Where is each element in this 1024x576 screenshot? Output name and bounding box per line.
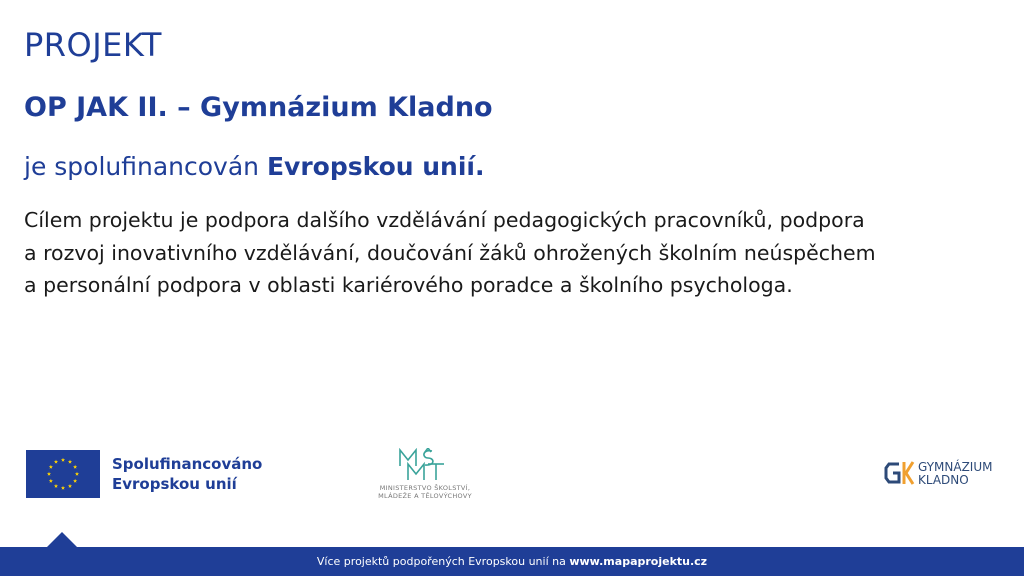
eu-star-icon xyxy=(75,472,79,476)
description-line: a rozvoj inovativního vzdělávání, doučování žáků ohrožených školním neúspěchem xyxy=(24,240,876,265)
msmt-logo xyxy=(370,448,480,506)
msmt-mark-icon xyxy=(398,448,452,482)
eu-star-icon xyxy=(68,484,72,488)
eu-star-icon xyxy=(61,458,65,462)
eu-logo-line: Evropskou unií xyxy=(112,475,237,493)
gymnazium-kladno-logo xyxy=(884,458,1004,490)
eu-star-icon xyxy=(61,486,65,490)
eu-logo-text xyxy=(112,454,262,494)
eu-star-icon xyxy=(68,460,72,464)
gymnazium-logo-line: GYMNÁZIUM xyxy=(918,460,993,474)
eu-logo-line: Spolufinancováno xyxy=(112,455,263,473)
page-kicker: PROJEKT xyxy=(24,26,162,64)
eu-star-icon xyxy=(54,460,58,464)
footer-link[interactable]: www.mapaprojektu.cz xyxy=(569,555,708,568)
eu-star-icon xyxy=(54,484,58,488)
footer-tab-notch xyxy=(47,532,77,547)
eu-star-icon xyxy=(47,472,51,476)
footer-bar xyxy=(0,547,1024,576)
cofinanced-statement xyxy=(24,152,485,181)
eu-star-icon xyxy=(73,479,77,483)
gymnazium-logo-text xyxy=(918,461,992,487)
msmt-logo-text xyxy=(370,484,480,500)
footer-text: Více projektů podpořených Evropskou unií na xyxy=(316,555,570,568)
eu-star-icon xyxy=(73,465,77,469)
project-description xyxy=(24,204,1004,302)
msmt-logo-line: MINISTERSTVO ŠKOLSTVÍ, xyxy=(379,484,471,492)
eu-star-icon xyxy=(49,465,53,469)
cofinanced-eu: Evropskou unií. xyxy=(266,152,485,181)
gymnazium-logo-line: KLADNO xyxy=(918,473,969,487)
eu-star-icon xyxy=(49,479,53,483)
msmt-logo-line: MLÁDEŽE A TĚLOVÝCHOVY xyxy=(378,492,472,500)
gymnazium-mark-icon xyxy=(884,458,916,488)
description-line: a personální podpora v oblasti kariérového poradce a školního psychologa. xyxy=(24,273,793,297)
description-line: Cílem projektu je podpora dalšího vzdělávání pedagogických pracovníků, podpora xyxy=(24,208,865,232)
cofinanced-prefix: je spolufinancován xyxy=(24,152,267,181)
eu-cofinanced-logo xyxy=(26,450,266,498)
project-title: OP JAK II. – Gymnázium Kladno xyxy=(24,92,493,123)
eu-flag-icon xyxy=(26,450,100,498)
